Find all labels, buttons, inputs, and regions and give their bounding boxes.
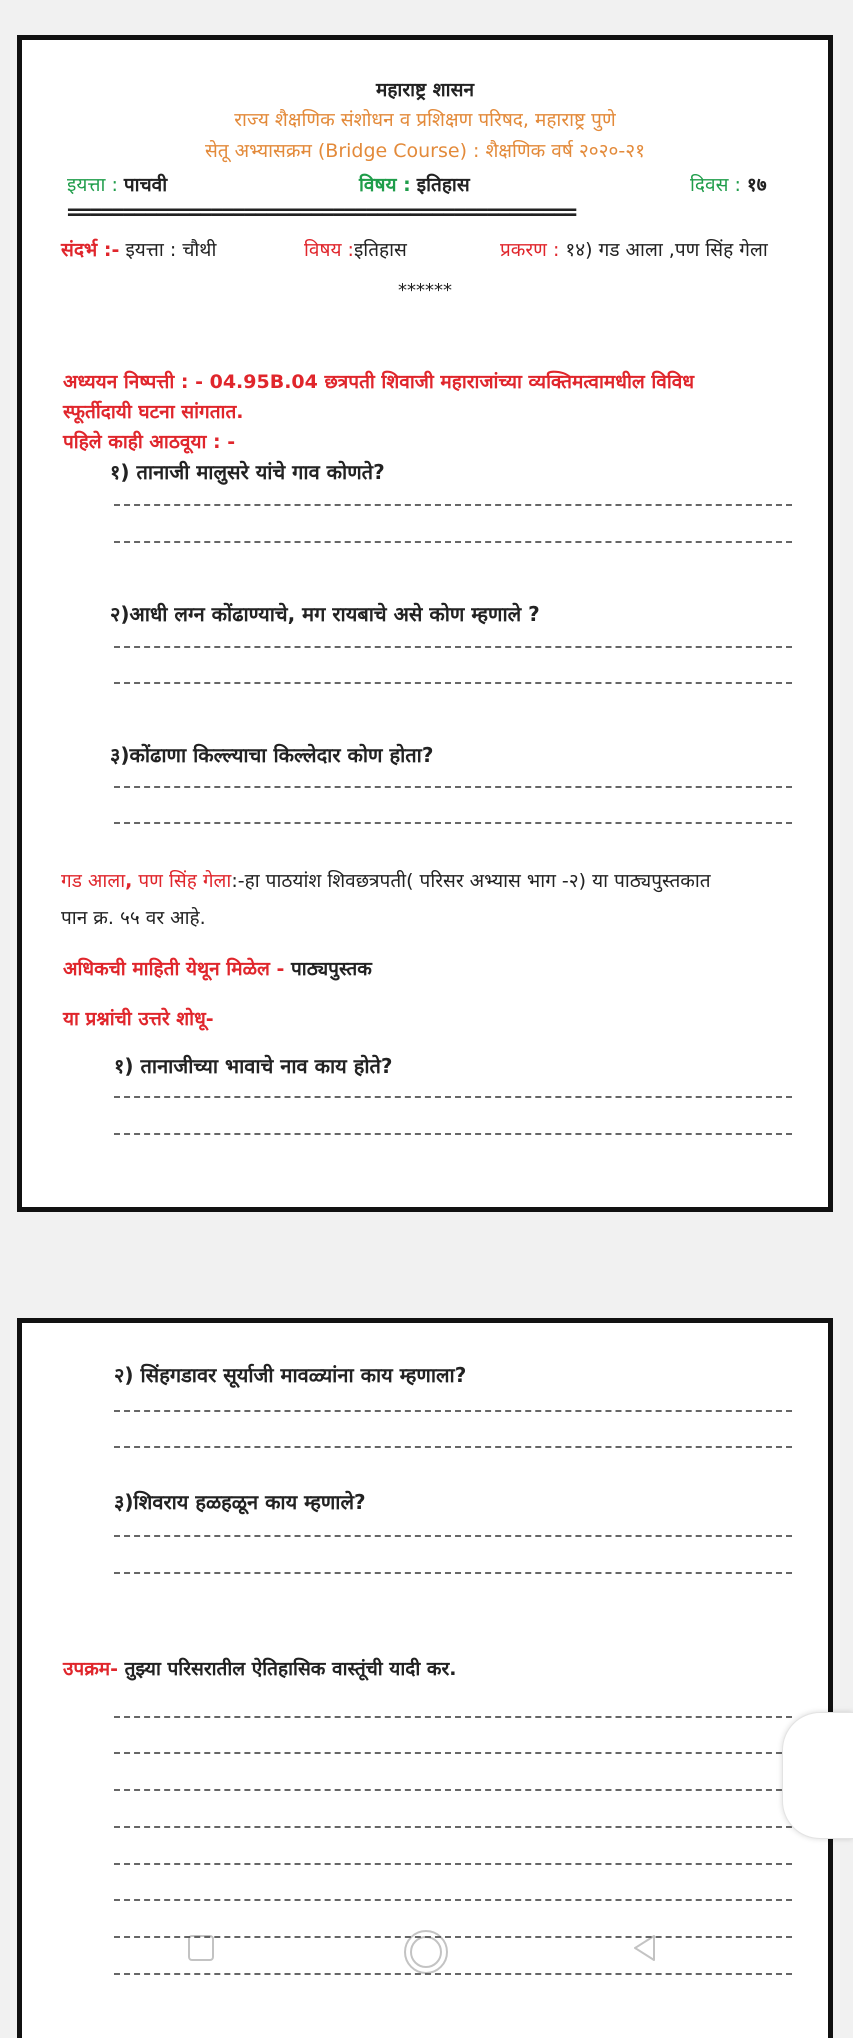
reference-chapter: [500, 236, 768, 262]
more-info-label: अधिकची माहिती येथून मिळेल -: [63, 958, 292, 980]
reference-line: [61, 236, 216, 262]
answer-line: [114, 1863, 792, 1865]
recall-heading: पहिले काही आठवूया : -: [63, 431, 236, 453]
lesson-title-part2: पण सिंह गेला: [132, 870, 232, 892]
course-title: सेतू अभ्यासक्रम (Bridge Course) : शैक्षणिक वर्ष २०२०-२१: [204, 140, 646, 162]
reference-label: संदर्भ :-: [61, 239, 120, 261]
answer-line: [114, 1973, 792, 1975]
answer-line: [114, 541, 792, 543]
find-question-1: १) तानाजीच्या भावाचे नाव काय होते?: [114, 1054, 393, 1078]
answer-line: [114, 1535, 792, 1537]
find-question-2: २) सिंहगडावर सूर्याजी मावळ्यांना काय म्हणाला?: [114, 1363, 467, 1387]
answer-line: [114, 1899, 792, 1901]
answer-line: [114, 1752, 792, 1754]
recall-question-3: ३)कोंढाणा किल्ल्याचा किल्लेदार कोण होता?: [110, 743, 434, 767]
answer-line: [114, 504, 792, 506]
recall-question-2: २)आधी लग्न कोंढाण्याचे, मग रायबाचे असे कोण म्हणाले ?: [110, 602, 540, 626]
reference-subject: [304, 236, 407, 262]
answer-line: [114, 682, 792, 684]
more-info: [63, 955, 372, 981]
class-info: [67, 171, 167, 197]
answer-line: [114, 1096, 792, 1098]
floating-side-handle[interactable]: [782, 1712, 853, 1839]
answer-line: [114, 1572, 792, 1574]
subject-value: इतिहास: [416, 174, 470, 196]
subject-info: [359, 171, 470, 197]
class-value: पाचवी: [123, 174, 168, 196]
answer-line: [114, 1826, 792, 1828]
answer-line: [114, 1133, 792, 1135]
reference-subject-label: विषय :: [304, 239, 354, 261]
subject-label: विषय :: [359, 174, 411, 196]
activity-text: तुझ्या परिसरातील ऐतिहासिक वास्तूंची यादी कर.: [118, 1658, 457, 1680]
lesson-page-number: पान क्र. ५५ वर आहे.: [61, 907, 206, 929]
activity-line: [63, 1655, 456, 1681]
learning-outcome-line2: स्फूर्तीदायी घटना सांगतात.: [63, 401, 244, 423]
reference-chapter-value: १४) गड आला ,पण सिंह गेला: [565, 239, 768, 261]
find-answers-heading: या प्रश्नांची उत्तरे शोधू-: [63, 1008, 214, 1030]
back-icon[interactable]: [630, 1933, 660, 1963]
home-icon[interactable]: [402, 1928, 450, 1976]
day-info: [690, 171, 767, 197]
day-value: १७: [746, 174, 767, 196]
answer-line: [114, 1446, 792, 1448]
reference-chapter-label: प्रकरण :: [500, 239, 560, 261]
lesson-reference: [61, 867, 711, 893]
reference-class: इयत्ता : चौथी: [125, 239, 217, 261]
learning-outcome-line1: अध्ययन निष्पत्ती : - 04.95B.04 छत्रपती शिवाजी महाराजांच्या व्यक्तिमत्वामधील विविध: [63, 371, 695, 393]
separator-line: ==============================================: [67, 200, 576, 225]
council-name: राज्य शैक्षणिक संशोधन व प्रशिक्षण परिषद, महाराष्ट्र पुणे: [234, 109, 616, 131]
answer-line: [114, 1716, 792, 1718]
recall-question-1: १) तानाजी मालुसरे यांचे गाव कोणते?: [110, 460, 385, 484]
reference-subject-value: इतिहास: [353, 239, 407, 261]
lesson-title-part1: गड आला: [61, 870, 126, 892]
answer-line: [114, 646, 792, 648]
class-label: इयत्ता :: [67, 174, 118, 196]
stars-divider: ******: [398, 280, 452, 301]
recent-apps-icon[interactable]: [186, 1933, 216, 1963]
find-question-3: ३)शिवराय हळहळून काय म्हणाले?: [114, 1490, 366, 1514]
worksheet-page-1: [17, 35, 833, 1212]
day-label: दिवस :: [690, 174, 741, 196]
activity-label: उपक्रम-: [63, 1658, 119, 1680]
more-info-value: पाठ्यपुस्तक: [291, 958, 372, 980]
answer-line: [114, 822, 792, 824]
lesson-title-comma: ,: [125, 870, 133, 892]
govt-title: महाराष्ट्र शासन: [375, 79, 474, 101]
lesson-description: :-हा पाठयांश शिवछत्रपती( परिसर अभ्यास भाग -२) या पाठ्यपुस्तकात: [231, 870, 711, 892]
answer-line: [114, 786, 792, 788]
answer-line: [114, 1410, 792, 1412]
answer-line: [114, 1789, 792, 1791]
